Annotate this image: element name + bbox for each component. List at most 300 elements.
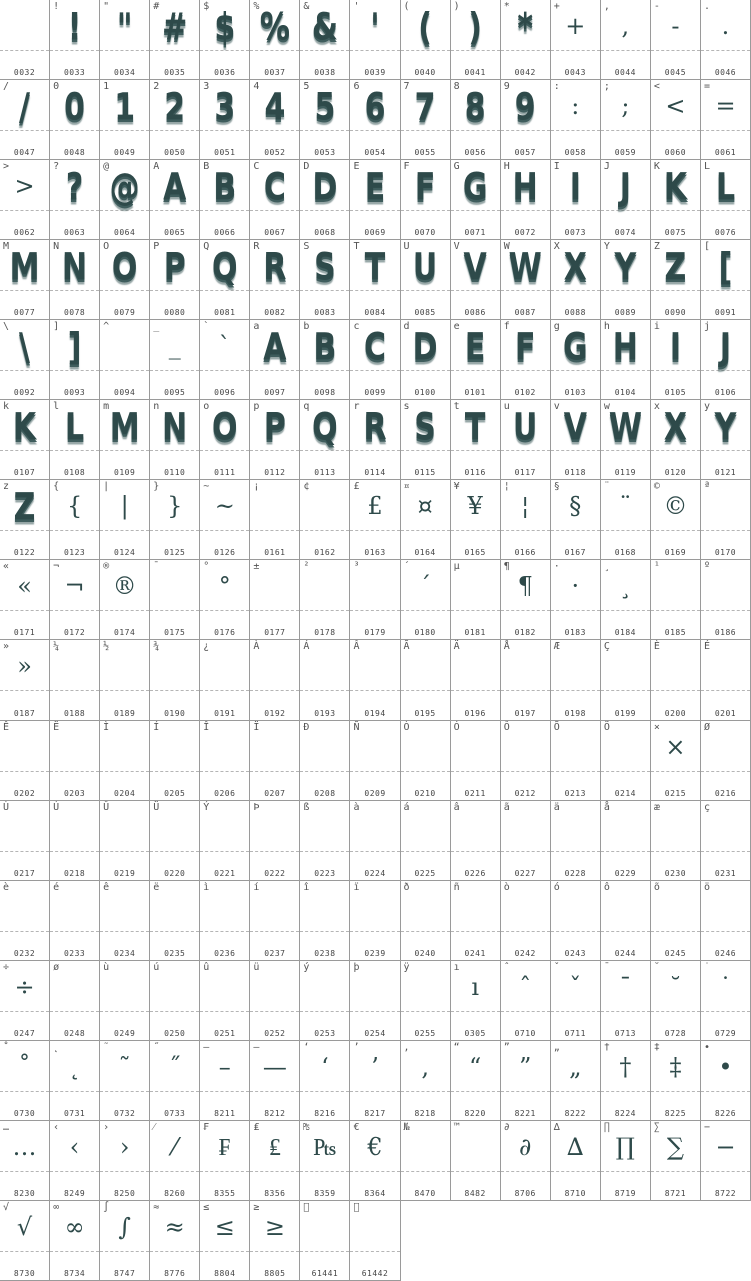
glyph-cell — [551, 640, 601, 720]
glyph-label: 7 — [403, 81, 410, 93]
glyph-label: 5 — [303, 81, 310, 93]
glyph-sample: 0 — [64, 85, 86, 130]
glyph-sample — [401, 813, 450, 863]
glyph-cell — [701, 400, 751, 480]
glyph-cell — [150, 240, 200, 320]
glyph-label: R — [253, 241, 260, 253]
glyph-sample: S — [314, 245, 336, 290]
glyph-cell — [50, 1201, 100, 1281]
glyph-sample — [50, 652, 99, 702]
glyph-code: 0046 — [714, 68, 737, 78]
glyph-cell — [551, 881, 601, 961]
glyph-label: ˜ — [103, 1041, 110, 1053]
glyph-code: 0110 — [164, 468, 186, 478]
glyph-cell — [651, 480, 701, 560]
glyph-code: 0098 — [314, 388, 336, 398]
glyph-label: Ò — [403, 721, 410, 733]
glyph-label: N — [53, 241, 60, 253]
glyph-label: ? — [53, 161, 60, 173]
glyph-cell — [651, 1121, 701, 1201]
glyph-sample: N — [162, 406, 188, 450]
glyph-sample: ‚ — [421, 1052, 429, 1081]
glyph-sample: @ — [109, 165, 140, 210]
glyph-sample: © — [663, 492, 688, 521]
glyph-label: € — [353, 1121, 360, 1133]
glyph-cell — [451, 961, 501, 1041]
glyph-sample — [250, 733, 299, 783]
glyph-label: ã — [503, 801, 510, 813]
glyph-sample: 2 — [164, 85, 186, 130]
glyph-sample — [551, 652, 600, 702]
glyph-label: + — [553, 1, 560, 12]
glyph-cell — [0, 961, 50, 1041]
glyph-code: 0730 — [13, 1108, 36, 1118]
glyph-label: ( — [403, 1, 410, 12]
glyph-label: L — [703, 161, 710, 173]
glyph-code: 0084 — [364, 308, 386, 318]
glyph-sample — [0, 893, 49, 943]
glyph-code: 8730 — [13, 1268, 36, 1278]
glyph-sample: , — [621, 12, 630, 40]
glyph-code: 0203 — [63, 788, 86, 798]
glyph-label: B — [203, 161, 210, 173]
glyph-code: 8212 — [264, 1108, 286, 1118]
glyph-code: 0254 — [364, 1028, 386, 1038]
glyph-code: 0093 — [63, 388, 86, 398]
glyph-cell — [701, 80, 751, 160]
glyph-cell — [501, 80, 551, 160]
glyph-cell — [601, 80, 651, 160]
glyph-code: 0079 — [114, 308, 136, 318]
glyph-code: 0055 — [414, 148, 436, 158]
glyph-cell — [300, 1201, 350, 1281]
glyph-code: 0163 — [364, 548, 386, 558]
glyph-label: ~ — [203, 481, 210, 493]
glyph-sample — [401, 733, 450, 783]
glyph-sample — [300, 813, 349, 863]
glyph-label: Ñ — [353, 721, 360, 733]
glyph-label: U — [403, 241, 410, 253]
glyph-code: 0116 — [464, 468, 486, 478]
glyph-label: = — [703, 81, 710, 93]
glyph-label: M — [3, 241, 10, 253]
glyph-code: 0054 — [364, 148, 386, 158]
glyph-label: ≥ — [253, 1201, 260, 1213]
glyph-code: 0167 — [564, 548, 586, 558]
glyph-cell — [601, 480, 651, 560]
glyph-label: • — [703, 1041, 710, 1053]
glyph-label: ! — [53, 1, 60, 12]
glyph-code: 0052 — [264, 148, 286, 158]
glyph-label: ∂ — [503, 1121, 510, 1133]
glyph-cell — [250, 1041, 300, 1121]
glyph-code: 0032 — [13, 68, 36, 78]
glyph-cell — [601, 721, 651, 801]
glyph-code: 0218 — [63, 868, 86, 878]
glyph-sample — [350, 973, 399, 1023]
glyph-cell — [300, 160, 350, 240]
glyph-label: p — [253, 401, 260, 413]
glyph-sample — [150, 973, 199, 1023]
glyph-cell — [651, 1041, 701, 1121]
glyph-sample: - — [671, 12, 680, 40]
glyph-label: & — [303, 1, 310, 12]
glyph-label: 2 — [153, 81, 160, 93]
glyph-cell — [601, 801, 651, 881]
glyph-label: ¼ — [53, 641, 60, 653]
glyph-code: 0711 — [564, 1028, 586, 1038]
glyph-code: 0107 — [13, 468, 36, 478]
glyph-label: Ð — [303, 721, 310, 733]
glyph-code: 0124 — [114, 548, 136, 558]
glyph-label: Y — [603, 241, 610, 253]
glyph-label: í — [253, 881, 260, 893]
glyph-sample — [701, 813, 750, 863]
glyph-cell — [350, 721, 400, 801]
glyph-cell — [0, 160, 50, 240]
glyph-code: 0250 — [164, 1028, 186, 1038]
glyph-code: 0209 — [364, 788, 386, 798]
glyph-sample: R — [363, 406, 387, 450]
glyph-label: ¶ — [503, 561, 510, 573]
glyph-code: 0117 — [514, 468, 536, 478]
glyph-cell — [200, 640, 250, 720]
glyph-code: 0104 — [614, 388, 636, 398]
glyph-label: C — [253, 161, 260, 173]
glyph-sample: 3 — [214, 85, 236, 130]
glyph-sample — [50, 973, 99, 1023]
glyph-label: ¨ — [603, 481, 610, 493]
glyph-label: È — [653, 641, 660, 653]
glyph-sample: V — [463, 245, 487, 290]
glyph-cell — [200, 801, 250, 881]
glyph-cell — [100, 400, 150, 480]
glyph-sample — [300, 893, 349, 943]
glyph-sample: ( — [418, 5, 432, 50]
glyph-sample: 6 — [364, 85, 386, 130]
glyph-cell — [100, 801, 150, 881]
glyph-sample: > — [14, 172, 35, 201]
glyph-sample — [250, 893, 299, 943]
glyph-cell — [200, 80, 250, 160]
glyph-sample — [701, 733, 750, 783]
glyph-code: 0049 — [114, 148, 136, 158]
glyph-sample: × — [665, 732, 686, 761]
glyph-label: “ — [453, 1041, 460, 1053]
glyph-code: 0193 — [314, 708, 336, 718]
glyph-sample: / — [19, 85, 31, 130]
glyph-label: V — [453, 241, 460, 253]
glyph-code: 0105 — [664, 388, 687, 398]
glyph-label: ₧ — [303, 1121, 310, 1133]
glyph-label: Ô — [503, 721, 510, 733]
glyph-cell — [200, 881, 250, 961]
glyph-sample: ) — [468, 5, 483, 50]
glyph-cell — [250, 0, 300, 80]
glyph-cell — [300, 400, 350, 480]
glyph-code: 0111 — [214, 468, 236, 478]
glyph-label: ; — [603, 81, 610, 93]
glyph-label: ˉ — [603, 961, 610, 973]
glyph-label: X — [553, 241, 560, 253]
glyph-label: e — [453, 321, 460, 333]
glyph-cell — [401, 801, 451, 881]
glyph-cell — [701, 881, 751, 961]
glyph-code: 0229 — [614, 868, 636, 878]
glyph-sample: X — [563, 245, 587, 290]
glyph-sample: Y — [714, 406, 737, 450]
glyph-code: 0096 — [214, 388, 236, 398]
glyph-sample — [50, 733, 99, 783]
glyph-code: 8217 — [364, 1108, 386, 1118]
glyph-sample: ¸ — [619, 572, 632, 601]
glyph-label: ‘ — [303, 1041, 310, 1053]
glyph-code: 0067 — [264, 228, 286, 238]
glyph-label: ß — [303, 801, 310, 813]
glyph-cell — [200, 160, 250, 240]
glyph-code: 0115 — [414, 468, 436, 478]
glyph-sample: * — [517, 5, 534, 50]
glyph-label: ^ — [103, 321, 110, 333]
glyph-sample: ‡ — [669, 1052, 682, 1081]
glyph-label: å — [603, 801, 610, 813]
glyph-label: ¿ — [203, 641, 210, 653]
glyph-cell — [601, 240, 651, 320]
glyph-label: þ — [353, 961, 360, 973]
glyph-cell — [50, 240, 100, 320]
glyph-label: ‡ — [653, 1041, 660, 1053]
glyph-sample — [350, 1213, 399, 1263]
glyph-cell — [701, 961, 751, 1041]
glyph-label: ₣ — [203, 1121, 210, 1133]
glyph-label: Î — [203, 721, 210, 733]
glyph-code: 0710 — [514, 1028, 536, 1038]
glyph-code: 0108 — [63, 468, 86, 478]
glyph-sample: = — [715, 92, 736, 121]
glyph-cell — [50, 961, 100, 1041]
glyph-label: x — [653, 401, 660, 413]
glyph-cell — [651, 160, 701, 240]
glyph-sample — [451, 733, 500, 783]
glyph-code: 0182 — [514, 628, 536, 638]
glyph-cell — [100, 881, 150, 961]
glyph-cell — [601, 640, 651, 720]
glyph-code: 0224 — [364, 868, 386, 878]
glyph-label: { — [53, 481, 60, 493]
glyph-label: Þ — [253, 801, 260, 813]
glyph-code: 0731 — [63, 1108, 86, 1118]
glyph-code: 0063 — [63, 228, 86, 238]
glyph-label: . — [703, 1, 710, 12]
glyph-cell — [200, 400, 250, 480]
glyph-label: W — [503, 241, 510, 253]
glyph-cell — [551, 480, 601, 560]
glyph-cell — [451, 640, 501, 720]
glyph-label: | — [103, 481, 110, 493]
glyph-label: Æ — [553, 641, 560, 653]
glyph-code: 0072 — [514, 228, 536, 238]
glyph-sample — [250, 973, 299, 1023]
glyph-label: ÷ — [3, 961, 10, 973]
glyph-sample: ı — [471, 972, 479, 1001]
glyph-cell — [100, 240, 150, 320]
glyph-code: 0039 — [364, 68, 386, 78]
glyph-code: 0170 — [714, 548, 737, 558]
glyph-sample — [601, 733, 650, 783]
glyph-sample: ∏ — [615, 1132, 635, 1161]
glyph-code: 0236 — [214, 948, 236, 958]
glyph-code: 0237 — [264, 948, 286, 958]
glyph-label: r — [353, 401, 360, 413]
glyph-cell — [451, 1041, 501, 1121]
glyph-cell — [0, 1041, 50, 1121]
glyph-code: 0100 — [414, 388, 436, 398]
glyph-code: 0061 — [714, 148, 737, 158]
glyph-sample: V — [563, 406, 587, 450]
glyph-label: Ê — [3, 721, 10, 733]
glyph-code: 0221 — [214, 868, 236, 878]
glyph-sample: ˙ — [719, 972, 732, 1001]
glyph-label: J — [603, 161, 610, 173]
glyph-cell — [150, 320, 200, 400]
glyph-label: − — [703, 1121, 710, 1133]
glyph-label: ½ — [103, 641, 110, 653]
glyph-sample — [250, 492, 299, 542]
glyph-cell — [401, 320, 451, 400]
glyph-code: 0194 — [364, 708, 386, 718]
glyph-cell — [0, 721, 50, 801]
glyph-label: Z — [653, 241, 660, 253]
glyph-sample: ´ — [419, 572, 432, 601]
glyph-code: 0076 — [714, 228, 737, 238]
glyph-label: † — [603, 1041, 610, 1053]
glyph-cell — [250, 1121, 300, 1201]
glyph-sample: A — [163, 165, 187, 210]
glyph-sample: P — [163, 245, 186, 290]
glyph-sample — [501, 733, 550, 783]
glyph-sample — [50, 813, 99, 863]
glyph-sample: W — [508, 245, 542, 290]
glyph-label: m — [103, 401, 110, 413]
glyph-cell — [150, 1041, 200, 1121]
glyph-code: 0071 — [464, 228, 486, 238]
glyph-label: ) — [453, 1, 460, 12]
glyph-label: : — [553, 81, 560, 93]
glyph-label: 3 — [203, 81, 210, 93]
glyph-code: 8249 — [63, 1188, 86, 1198]
glyph-cell — [250, 1201, 300, 1281]
glyph-code: 8719 — [614, 1188, 636, 1198]
glyph-label: F — [403, 161, 410, 173]
glyph-sample: A — [263, 325, 287, 370]
glyph-sample — [701, 492, 750, 542]
glyph-code: 0243 — [564, 948, 586, 958]
glyph-label: Ç — [603, 641, 610, 653]
glyph-code: 0232 — [13, 948, 36, 958]
glyph-code: 0175 — [164, 628, 186, 638]
glyph-label: § — [553, 481, 560, 493]
glyph-cell — [350, 1121, 400, 1201]
glyph-cell — [701, 160, 751, 240]
glyph-label: º — [703, 561, 710, 573]
glyph-sample: ˚ — [18, 1052, 31, 1081]
glyph-sample: L — [65, 406, 85, 450]
glyph-code: 0234 — [114, 948, 136, 958]
glyph-cell — [350, 881, 400, 961]
glyph-label: ∞ — [53, 1201, 60, 1213]
glyph-sample: U — [513, 406, 538, 450]
glyph-sample — [100, 813, 149, 863]
glyph-cell — [50, 801, 100, 881]
glyph-label: ª — [703, 481, 710, 493]
glyph-label: ˆ — [503, 961, 510, 973]
glyph-cell — [701, 320, 751, 400]
glyph-code: 0081 — [214, 308, 236, 318]
glyph-sample — [250, 652, 299, 702]
glyph-code: 8260 — [164, 1188, 186, 1198]
glyph-code: 0059 — [614, 148, 636, 158]
glyph-label: ≤ — [203, 1201, 210, 1213]
glyph-code: 0169 — [664, 548, 687, 558]
glyph-sample: ≤ — [214, 1212, 235, 1241]
glyph-sample — [300, 652, 349, 702]
glyph-code: 0208 — [314, 788, 336, 798]
glyph-sample: O — [111, 245, 138, 290]
glyph-label: £ — [353, 481, 360, 493]
glyph-code: 0200 — [664, 708, 687, 718]
glyph-label: ± — [253, 561, 260, 573]
glyph-sample: ÷ — [14, 972, 35, 1001]
glyph-code: 0034 — [114, 68, 136, 78]
glyph-sample: J — [719, 325, 732, 370]
glyph-code: 0037 — [264, 68, 286, 78]
glyph-cell — [601, 1121, 651, 1201]
glyph-code: 8734 — [63, 1268, 86, 1278]
glyph-code: 8355 — [214, 1188, 236, 1198]
glyph-code: 0040 — [414, 68, 436, 78]
glyph-code: 0122 — [13, 548, 36, 558]
glyph-sample: ” — [519, 1052, 532, 1081]
glyph-label: ö — [703, 881, 710, 893]
glyph-cell — [651, 240, 701, 320]
glyph-label: H — [503, 161, 510, 173]
glyph-label: 9 — [503, 81, 510, 93]
glyph-label: ¦ — [503, 481, 510, 493]
glyph-sample: F — [414, 165, 436, 210]
glyph-sample — [501, 652, 550, 702]
glyph-code: 0057 — [514, 148, 536, 158]
glyph-sample: E — [464, 325, 486, 370]
glyph-sample — [0, 733, 49, 783]
glyph-label: c — [353, 321, 360, 333]
glyph-sample — [250, 572, 299, 622]
glyph-code: 0219 — [114, 868, 136, 878]
glyph-code: 0166 — [514, 548, 536, 558]
glyph-sample: [ — [718, 245, 733, 290]
glyph-label: Ý — [203, 801, 210, 813]
glyph-label: ê — [103, 881, 110, 893]
glyph-cell — [551, 320, 601, 400]
glyph-label: ˘ — [653, 961, 660, 973]
glyph-label: î — [303, 881, 310, 893]
glyph-label: ‚ — [403, 1041, 410, 1053]
glyph-code: 0253 — [314, 1028, 336, 1038]
glyph-sample — [451, 813, 500, 863]
glyph-sample: … — [12, 1132, 37, 1161]
glyph-code: 8710 — [564, 1188, 586, 1198]
glyph-cell — [200, 240, 250, 320]
glyph-cell — [100, 640, 150, 720]
